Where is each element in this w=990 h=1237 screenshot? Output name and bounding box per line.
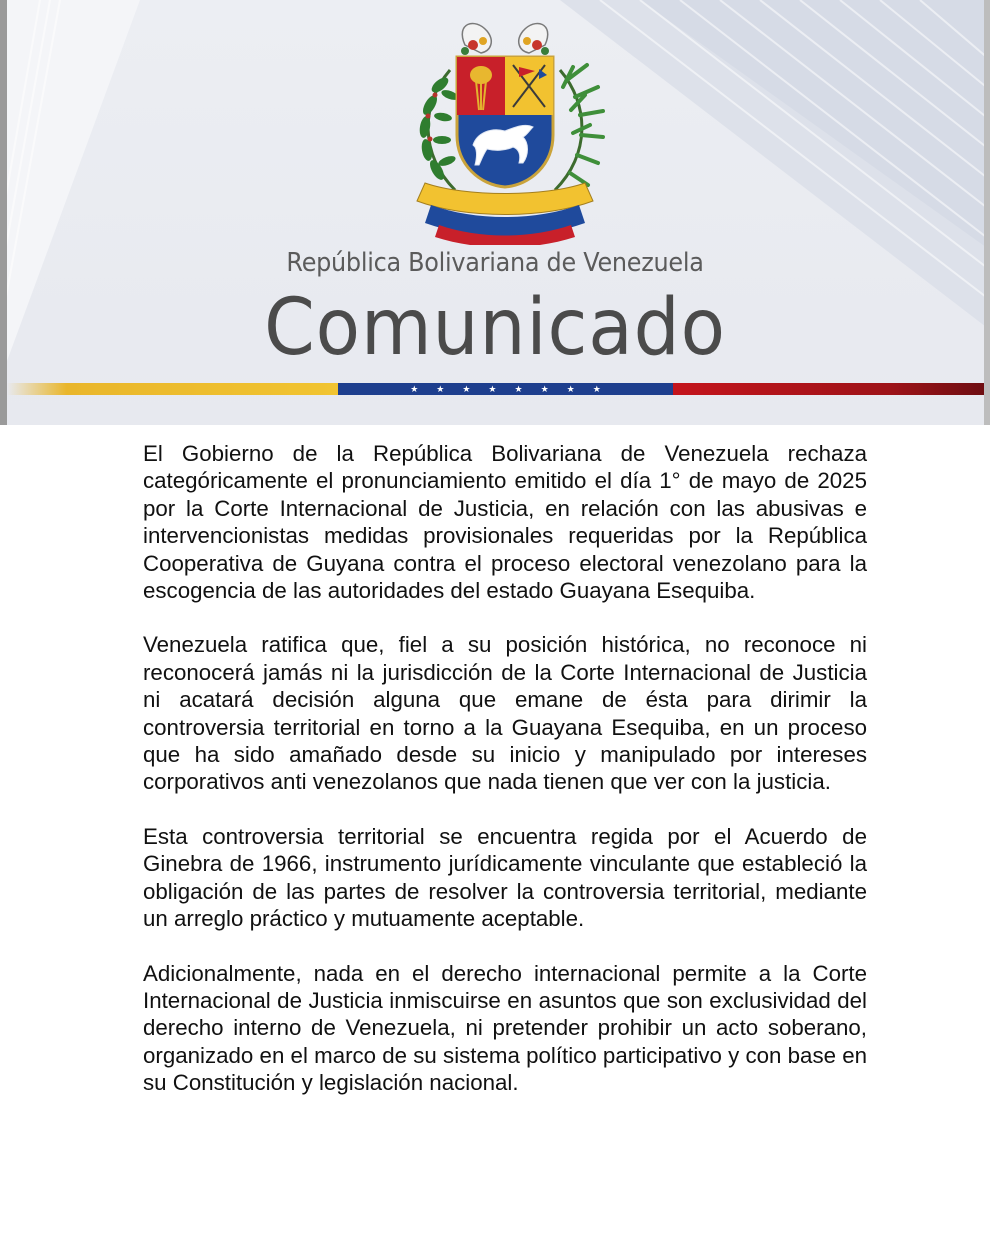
star-icon: ★ (566, 384, 575, 394)
star-icon: ★ (514, 384, 523, 394)
flag-stripe (7, 383, 984, 395)
left-edge-shadow (0, 0, 7, 425)
statement-body (143, 440, 867, 1124)
star-icon: ★ (488, 384, 497, 394)
paragraph: Adicionalmente, nada en el derecho internacional permite a la Corte Internacional de Justicia inmiscuirse en asuntos que son exclusividad del derecho interno de Venezuela, ni pretender prohibir un acto soberano, organizado en el marco de su sistema político participativo y con base en su Constitución y legislación nacional. (143, 960, 867, 1096)
page-title: Comunicado (264, 283, 726, 373)
flag-stripe-yellow (7, 383, 338, 395)
flag-stripe-red (673, 383, 984, 395)
paragraph: El Gobierno de la República Bolivariana de Venezuela rechaza categóricamente el pronunciamiento emitido el día 1° de mayo de 2025 por la Corte Internacional de Justicia, en relación con las abusivas e intervencionistas medidas provisionales requeridas por la República Cooperativa de Guyana contra el proceso electoral venezolano para la escogencia de las autoridades del estado Guayana Esequiba. (143, 441, 867, 604)
country-name: República Bolivariana de Venezuela (286, 248, 704, 278)
star-icon: ★ (436, 384, 445, 394)
paragraph: Venezuela ratifica que, fiel a su posición histórica, no reconoce ni reconocerá jamás ni la jurisdicción de la Corte Internacional de Justicia ni acatará decisión alguna que emane de ésta para dirimir la controversia territorial en torno a la Guayana Esequiba, en un proceso que ha sido amañado desde su inicio y manipulado por intereses corporativos anti venezolanos que nada tienen que ver con la justicia. (143, 632, 867, 795)
star-icon: ★ (592, 384, 601, 394)
letterhead (0, 0, 990, 425)
paragraph: Esta controversia territorial se encuentra regida por el Acuerdo de Ginebra de 1966, instrumento jurídicamente vinculante que estableció la obligación de las partes de resolver la controversia territorial, mediante un arreglo práctico y mutuamente aceptable. (143, 823, 867, 932)
right-edge-shadow (984, 0, 990, 425)
star-icon: ★ (410, 384, 419, 394)
venezuela-coat-of-arms-icon (395, 15, 615, 245)
flag-stripe-blue (338, 383, 673, 395)
star-icon: ★ (462, 384, 471, 394)
star-icon: ★ (540, 384, 549, 394)
